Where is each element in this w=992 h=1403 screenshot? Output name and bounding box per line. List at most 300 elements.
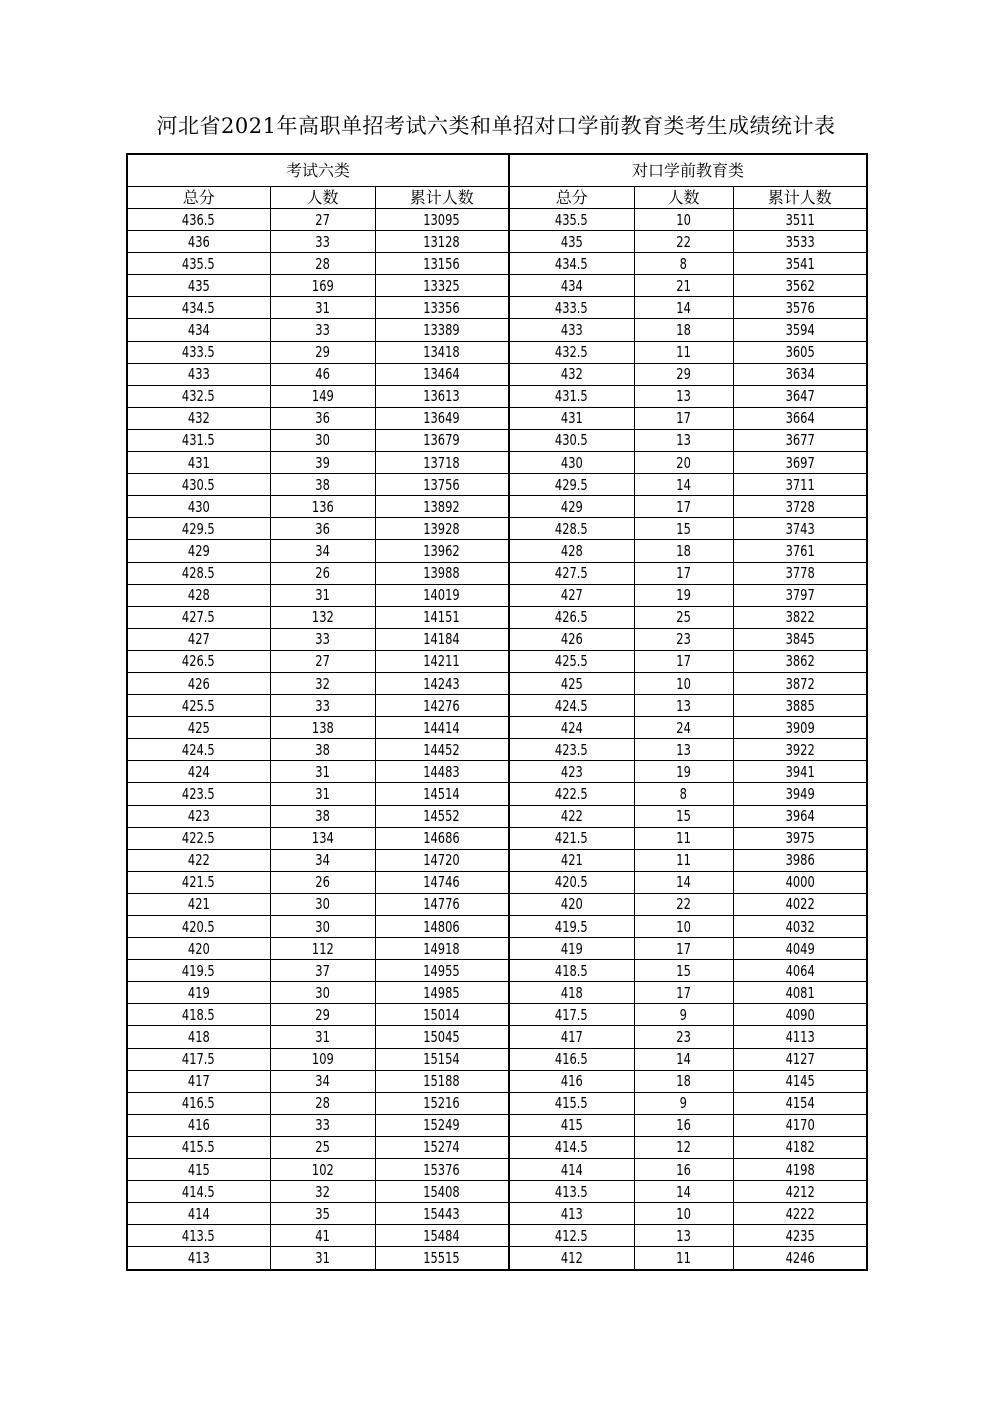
cell-value: 422 <box>560 807 583 826</box>
cell-value: 3986 <box>785 851 815 870</box>
cell-value: 434.5 <box>182 298 216 317</box>
cell-value: 432 <box>187 409 210 428</box>
count-cell <box>634 496 733 518</box>
count-cell <box>270 827 375 849</box>
cell-value: 27 <box>315 210 330 229</box>
cell-value: 18 <box>676 1072 691 1091</box>
score-cell <box>127 960 270 982</box>
cell-value: 3605 <box>785 343 815 362</box>
cell-value: 418.5 <box>555 961 589 980</box>
score-cell <box>509 319 634 341</box>
count-cell <box>634 960 733 982</box>
table-row <box>127 319 867 341</box>
cell-value: 3778 <box>785 564 815 583</box>
count-cell <box>270 1225 375 1247</box>
score-cell <box>127 1203 270 1225</box>
cell-value: 22 <box>676 232 691 251</box>
cumulative-cell <box>375 319 509 341</box>
count-cell <box>634 1225 733 1247</box>
cell-value: 14552 <box>423 807 460 826</box>
score-cell <box>127 982 270 1004</box>
cell-value: 4145 <box>785 1072 815 1091</box>
cell-value: 15216 <box>423 1094 460 1113</box>
score-cell <box>509 209 634 231</box>
table-row <box>127 385 867 407</box>
cell-value: 37 <box>315 961 330 980</box>
table-row <box>127 1203 867 1225</box>
table-row <box>127 452 867 474</box>
score-cell <box>509 672 634 694</box>
cumulative-cell <box>375 717 509 739</box>
cell-value: 419 <box>560 939 583 958</box>
score-cell <box>509 606 634 628</box>
cell-value: 138 <box>311 718 334 737</box>
count-cell <box>270 429 375 451</box>
table-row <box>127 938 867 960</box>
score-cell <box>509 253 634 275</box>
cell-value: 112 <box>311 939 334 958</box>
score-cell <box>509 717 634 739</box>
cell-value: 31 <box>315 1248 330 1267</box>
cell-value: 3975 <box>785 829 815 848</box>
cell-value: 424.5 <box>555 696 589 715</box>
count-cell <box>634 761 733 783</box>
cell-value: 136 <box>311 497 334 516</box>
cell-value: 14 <box>676 298 691 317</box>
cell-value: 431.5 <box>182 431 216 450</box>
cell-value: 3677 <box>785 431 815 450</box>
score-cell <box>509 1136 634 1158</box>
count-cell <box>634 739 733 761</box>
cumulative-cell <box>733 982 867 1004</box>
cell-value: 412 <box>560 1248 583 1267</box>
score-cell <box>509 452 634 474</box>
count-cell <box>270 783 375 805</box>
cell-value: 13679 <box>423 431 460 450</box>
table-row <box>127 209 867 231</box>
cell-value: 3594 <box>785 321 815 340</box>
cumulative-cell <box>733 1159 867 1181</box>
cumulative-cell <box>733 1225 867 1247</box>
cell-value: 3922 <box>785 740 815 759</box>
cell-value: 427.5 <box>555 564 589 583</box>
cell-value: 31 <box>315 784 330 803</box>
cell-value: 4032 <box>785 917 815 936</box>
cell-value: 34 <box>315 851 330 870</box>
cell-value: 14746 <box>423 873 460 892</box>
cumulative-cell <box>733 695 867 717</box>
cell-value: 418 <box>560 983 583 1002</box>
count-cell <box>634 849 733 871</box>
count-cell <box>270 893 375 915</box>
cell-value: 41 <box>315 1226 330 1245</box>
cell-value: 14 <box>676 873 691 892</box>
cell-value: 13418 <box>423 343 460 362</box>
cumulative-cell <box>733 253 867 275</box>
cumulative-cell <box>375 1247 509 1270</box>
cumulative-cell <box>733 363 867 385</box>
cumulative-cell <box>375 429 509 451</box>
cell-value: 31 <box>315 762 330 781</box>
cumulative-cell <box>375 562 509 584</box>
cell-value: 416.5 <box>182 1094 216 1113</box>
count-cell <box>270 628 375 650</box>
cell-value: 30 <box>315 431 330 450</box>
cumulative-cell <box>375 893 509 915</box>
cell-value: 3909 <box>785 718 815 737</box>
table-row <box>127 341 867 363</box>
cumulative-cell <box>375 231 509 253</box>
cell-value: 3862 <box>785 652 815 671</box>
count-cell <box>270 982 375 1004</box>
cumulative-cell <box>375 363 509 385</box>
table-row <box>127 1181 867 1203</box>
cell-value: 425 <box>187 718 210 737</box>
cell-value: 424.5 <box>182 740 216 759</box>
cell-value: 31 <box>315 298 330 317</box>
cell-value: 12 <box>676 1138 691 1157</box>
table-row <box>127 518 867 540</box>
score-cell <box>127 452 270 474</box>
cell-value: 415.5 <box>555 1094 589 1113</box>
count-cell <box>270 319 375 341</box>
group-header-exam-six: 考试六类 <box>127 154 509 187</box>
count-cell <box>270 1136 375 1158</box>
score-cell <box>127 341 270 363</box>
score-cell <box>509 385 634 407</box>
cell-value: 433 <box>560 321 583 340</box>
score-cell <box>127 297 270 319</box>
cumulative-cell <box>733 717 867 739</box>
cell-value: 13649 <box>423 409 460 428</box>
cell-value: 414.5 <box>182 1182 216 1201</box>
count-cell <box>270 253 375 275</box>
cumulative-cell <box>375 672 509 694</box>
cell-value: 13 <box>676 696 691 715</box>
cell-value: 15484 <box>423 1226 460 1245</box>
cell-value: 22 <box>676 895 691 914</box>
count-cell <box>634 982 733 1004</box>
count-cell <box>634 1070 733 1092</box>
column-header-count: 人数 <box>634 187 733 209</box>
score-cell <box>127 1181 270 1203</box>
score-cell <box>509 893 634 915</box>
cumulative-cell <box>733 761 867 783</box>
table-row <box>127 783 867 805</box>
cell-value: 416 <box>187 1116 210 1135</box>
cell-value: 3761 <box>785 541 815 560</box>
cell-value: 15154 <box>423 1050 460 1069</box>
cell-value: 3711 <box>785 475 815 494</box>
table-row <box>127 231 867 253</box>
cell-value: 17 <box>676 652 691 671</box>
score-cell <box>509 916 634 938</box>
cell-value: 416 <box>560 1072 583 1091</box>
score-cell <box>127 209 270 231</box>
cumulative-cell <box>375 805 509 827</box>
table-row <box>127 429 867 451</box>
count-cell <box>634 474 733 496</box>
score-cell <box>127 474 270 496</box>
count-cell <box>270 1203 375 1225</box>
cell-value: 417 <box>560 1028 583 1047</box>
cell-value: 11 <box>676 1248 691 1267</box>
table-row <box>127 407 867 429</box>
cell-value: 415 <box>187 1160 210 1179</box>
cell-value: 431.5 <box>555 387 589 406</box>
score-cell <box>127 938 270 960</box>
cell-value: 30 <box>315 895 330 914</box>
table-row <box>127 1048 867 1070</box>
cell-value: 13892 <box>423 497 460 516</box>
table-row <box>127 628 867 650</box>
score-cell <box>509 650 634 672</box>
count-cell <box>634 893 733 915</box>
column-header-count: 人数 <box>270 187 375 209</box>
cumulative-cell <box>733 275 867 297</box>
cumulative-cell <box>733 1070 867 1092</box>
score-cell <box>127 253 270 275</box>
cell-value: 413.5 <box>555 1182 589 1201</box>
score-cell <box>127 916 270 938</box>
cell-value: 424 <box>560 718 583 737</box>
cell-value: 425.5 <box>182 696 216 715</box>
score-cell <box>509 1114 634 1136</box>
cell-value: 28 <box>315 1094 330 1113</box>
table-row <box>127 1225 867 1247</box>
cell-value: 4198 <box>785 1160 815 1179</box>
cell-value: 15 <box>676 519 691 538</box>
cell-value: 426 <box>560 630 583 649</box>
cell-value: 3743 <box>785 519 815 538</box>
cumulative-cell <box>733 231 867 253</box>
count-cell <box>270 275 375 297</box>
table-row <box>127 1026 867 1048</box>
table-row <box>127 893 867 915</box>
cell-value: 420 <box>560 895 583 914</box>
count-cell <box>270 805 375 827</box>
table-row <box>127 827 867 849</box>
score-cell <box>127 1114 270 1136</box>
score-cell <box>509 474 634 496</box>
cell-value: 14 <box>676 475 691 494</box>
count-cell <box>634 1203 733 1225</box>
cumulative-cell <box>733 452 867 474</box>
cumulative-cell <box>733 938 867 960</box>
cell-value: 15443 <box>423 1204 460 1223</box>
cumulative-cell <box>375 827 509 849</box>
cell-value: 430.5 <box>182 475 216 494</box>
cell-value: 13 <box>676 387 691 406</box>
cell-value: 429.5 <box>555 475 589 494</box>
cumulative-cell <box>733 429 867 451</box>
cumulative-cell <box>375 474 509 496</box>
table-row <box>127 1004 867 1026</box>
cell-value: 109 <box>311 1050 334 1069</box>
score-cell <box>127 717 270 739</box>
score-cell <box>127 319 270 341</box>
cumulative-cell <box>733 893 867 915</box>
cell-value: 434 <box>560 276 583 295</box>
cell-value: 13 <box>676 1226 691 1245</box>
count-cell <box>270 363 375 385</box>
cell-value: 435.5 <box>182 254 216 273</box>
cell-value: 13988 <box>423 564 460 583</box>
cell-value: 4064 <box>785 961 815 980</box>
cumulative-cell <box>733 628 867 650</box>
count-cell <box>634 1004 733 1026</box>
cell-value: 419 <box>187 983 210 1002</box>
count-cell <box>270 231 375 253</box>
cell-value: 421.5 <box>555 829 589 848</box>
cell-value: 39 <box>315 453 330 472</box>
cell-value: 425.5 <box>555 652 589 671</box>
cell-value: 32 <box>315 1182 330 1201</box>
cell-value: 423 <box>560 762 583 781</box>
count-cell <box>270 1048 375 1070</box>
cell-value: 29 <box>315 343 330 362</box>
count-cell <box>270 650 375 672</box>
table-row <box>127 1136 867 1158</box>
cell-value: 3664 <box>785 409 815 428</box>
cumulative-cell <box>375 960 509 982</box>
cell-value: 412.5 <box>555 1226 589 1245</box>
cell-value: 433.5 <box>555 298 589 317</box>
count-cell <box>634 1092 733 1114</box>
cell-value: 14151 <box>423 608 460 627</box>
cumulative-cell <box>733 319 867 341</box>
score-cell <box>509 363 634 385</box>
count-cell <box>270 385 375 407</box>
score-cell <box>509 231 634 253</box>
score-cell <box>509 871 634 893</box>
count-cell <box>634 231 733 253</box>
count-cell <box>634 1247 733 1270</box>
cell-value: 4049 <box>785 939 815 958</box>
table-row <box>127 562 867 584</box>
score-cell <box>509 628 634 650</box>
cell-value: 3872 <box>785 674 815 693</box>
score-cell <box>127 584 270 606</box>
cell-value: 420.5 <box>555 873 589 892</box>
score-cell <box>509 783 634 805</box>
cell-value: 13128 <box>423 232 460 251</box>
cell-value: 4235 <box>785 1226 815 1245</box>
cell-value: 13389 <box>423 321 460 340</box>
cell-value: 4182 <box>785 1138 815 1157</box>
cell-value: 422.5 <box>182 829 216 848</box>
cell-value: 431 <box>187 453 210 472</box>
cumulative-cell <box>375 761 509 783</box>
cell-value: 14211 <box>423 652 460 671</box>
cell-value: 14776 <box>423 895 460 914</box>
table-row <box>127 606 867 628</box>
cell-value: 9 <box>679 1094 688 1113</box>
cumulative-cell <box>733 1048 867 1070</box>
cell-value: 436 <box>187 232 210 251</box>
cell-value: 11 <box>676 829 691 848</box>
cell-value: 17 <box>676 497 691 516</box>
table-row <box>127 496 867 518</box>
cumulative-cell <box>375 1181 509 1203</box>
score-cell <box>127 871 270 893</box>
count-cell <box>634 871 733 893</box>
cell-value: 38 <box>315 475 330 494</box>
cell-value: 3964 <box>785 807 815 826</box>
cumulative-cell <box>733 297 867 319</box>
count-cell <box>270 695 375 717</box>
cell-value: 3647 <box>785 387 815 406</box>
column-header-cumulative: 累计人数 <box>733 187 867 209</box>
score-cell <box>127 1070 270 1092</box>
count-cell <box>270 562 375 584</box>
count-cell <box>634 1159 733 1181</box>
cell-value: 14243 <box>423 674 460 693</box>
cumulative-cell <box>375 253 509 275</box>
cell-value: 430.5 <box>555 431 589 450</box>
document-title: 河北省2021年高职单招考试六类和单招对口学前教育类考生成绩统计表 <box>156 114 836 138</box>
cell-value: 28 <box>315 254 330 273</box>
cell-value: 14414 <box>423 718 460 737</box>
cell-value: 13356 <box>423 298 460 317</box>
cumulative-cell <box>375 584 509 606</box>
count-cell <box>634 407 733 429</box>
cell-value: 8 <box>679 254 688 273</box>
cell-value: 413.5 <box>182 1226 216 1245</box>
cumulative-cell <box>733 540 867 562</box>
score-cell <box>127 672 270 694</box>
cell-value: 434 <box>187 321 210 340</box>
count-cell <box>270 1159 375 1181</box>
cell-value: 14019 <box>423 586 460 605</box>
cell-value: 10 <box>676 1204 691 1223</box>
cell-value: 3576 <box>785 298 815 317</box>
cumulative-cell <box>733 849 867 871</box>
cell-value: 4222 <box>785 1204 815 1223</box>
column-header-score: 总分 <box>509 187 634 209</box>
cell-value: 3533 <box>785 232 815 251</box>
score-cell <box>127 275 270 297</box>
score-cell <box>509 540 634 562</box>
cell-value: 24 <box>676 718 691 737</box>
cell-value: 427.5 <box>182 608 216 627</box>
cumulative-cell <box>733 518 867 540</box>
table-row <box>127 1159 867 1181</box>
count-cell <box>634 1114 733 1136</box>
cell-value: 4113 <box>785 1028 815 1047</box>
cell-value: 15 <box>676 961 691 980</box>
cell-value: 415.5 <box>182 1138 216 1157</box>
cell-value: 413 <box>560 1204 583 1223</box>
cell-value: 430 <box>560 453 583 472</box>
score-cell <box>127 231 270 253</box>
cell-value: 4022 <box>785 895 815 914</box>
cell-value: 33 <box>315 630 330 649</box>
table-row <box>127 1114 867 1136</box>
count-cell <box>634 562 733 584</box>
cell-value: 434.5 <box>555 254 589 273</box>
count-cell <box>270 871 375 893</box>
score-cell <box>509 761 634 783</box>
count-cell <box>634 540 733 562</box>
cumulative-cell <box>375 1004 509 1026</box>
cell-value: 17 <box>676 564 691 583</box>
group-header-row <box>127 154 867 187</box>
table-row <box>127 805 867 827</box>
count-cell <box>270 1004 375 1026</box>
cumulative-cell <box>733 916 867 938</box>
cell-value: 423 <box>187 807 210 826</box>
